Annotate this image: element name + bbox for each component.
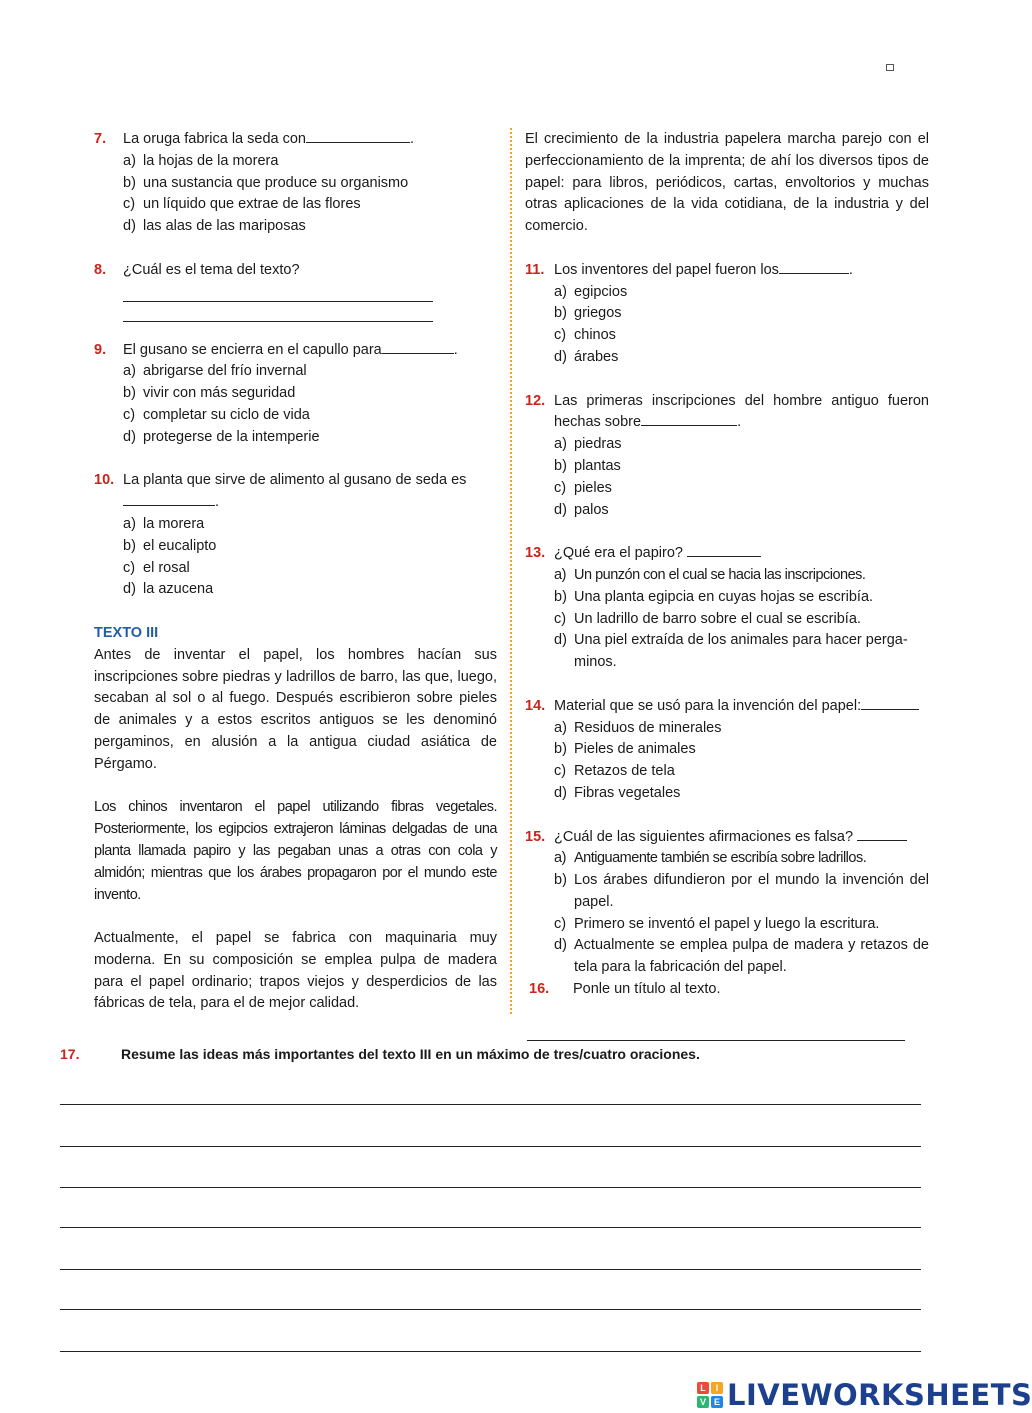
answer-line[interactable] — [123, 282, 433, 302]
question-number: 16. — [529, 981, 550, 998]
answer-blank[interactable] — [641, 412, 737, 426]
question-text: Material que se usó para la invención del papel: — [554, 697, 862, 714]
reading-paragraph: Antes de inventar el papel, los hombres hacían sus inscripciones sobre piedras y ladrillos de barro, las que, luego, secaban al sol o al fuego. Después escribieron sobre pieles de animales y a estos escritos antiguos se les denominó pergaminos, en alusión a la antigua ciudad asiática de Pérgamo. — [94, 646, 497, 772]
option-c[interactable]: c) chinos — [554, 327, 616, 344]
question-17 — [60, 1046, 940, 1062]
summary-answer-line[interactable] — [60, 1146, 921, 1147]
answer-blank[interactable] — [779, 260, 849, 274]
question-number: 17. — [60, 1046, 80, 1062]
summary-answer-line[interactable] — [60, 1104, 921, 1105]
option-d[interactable]: d) Una piel extraída de los animales para hacer perga- minos. — [554, 632, 908, 671]
answer-blank[interactable] — [687, 543, 761, 557]
logo-mark-icon: L I V E — [697, 1382, 723, 1408]
option-a[interactable]: a) Residuos de minerales — [554, 719, 722, 736]
option-a[interactable]: a) egipcios — [554, 283, 628, 300]
question-number: 7. — [94, 131, 107, 147]
summary-answer-line[interactable] — [60, 1351, 921, 1352]
question-16 — [525, 979, 929, 1001]
question-text: ¿Cuál es el tema del texto? — [123, 261, 300, 278]
answer-blank[interactable] — [857, 827, 907, 841]
option-d[interactable]: d) palos — [554, 501, 609, 518]
answer-blank[interactable] — [123, 492, 215, 506]
option-c[interactable]: c) pieles — [554, 479, 612, 496]
option-d[interactable]: d) protegerse de la intemperie — [123, 428, 320, 445]
reading-paragraph: El crecimiento de la industria papelera marcha parejo con el perfeccionamiento de la imprenta; de ahí los diversos tipos de papel: para libros, periódicos, cartas, envoltorios y muchas otras aplicaciones de la vida cotidiana, de la industria y del comercio. — [525, 131, 929, 235]
question-text: Ponle un título al texto. — [573, 981, 721, 998]
option-b[interactable]: b) una sustancia que produce su organismo — [123, 174, 409, 191]
option-a[interactable]: a) Antiguamente también se escribía sobre ladrillos. — [554, 850, 867, 867]
question-text: El gusano se encierra en el capullo para — [123, 341, 382, 358]
option-b[interactable]: b) el eucalipto — [123, 537, 217, 554]
question-13 — [525, 543, 929, 674]
question-text: ¿Cuál de las siguientes afirmaciones es falsa? — [554, 828, 854, 845]
option-b[interactable]: b) plantas — [554, 457, 621, 474]
right-column — [525, 129, 929, 1001]
question-text: La planta que sirve de alimento al gusano de seda es — [123, 472, 467, 489]
option-c[interactable]: c) Retazos de tela — [554, 763, 675, 780]
left-column — [94, 129, 497, 1015]
option-c[interactable]: c) un líquido que extrae de las flores — [123, 196, 361, 213]
question-text: Las primeras inscripciones del hombre antiguo fueron hechas sobre — [554, 392, 929, 431]
summary-answer-line[interactable] — [60, 1269, 921, 1270]
question-number: 11. — [525, 261, 545, 278]
option-b[interactable]: b) griegos — [554, 305, 622, 322]
liveworksheets-logo — [697, 1378, 1032, 1412]
question-10: 10. La planta que sirve de alimento al gusano de seda es . a) la morera b) el eucalipto c) el rosal d) la azucena — [94, 470, 497, 601]
option-c[interactable]: c) completar su ciclo de vida — [123, 406, 310, 423]
summary-answer-line[interactable] — [60, 1309, 921, 1310]
question-text: La oruga fabrica la seda con — [123, 131, 306, 147]
answer-blank[interactable] — [382, 340, 454, 354]
logo-text: LIVEWORKSHEETS — [727, 1378, 1032, 1412]
corner-checkbox-icon — [886, 64, 894, 71]
option-b[interactable]: b) Una planta egipcia en cuyas hojas se escribía. — [554, 588, 874, 605]
question-text: Resume las ideas más importantes del texto III en un máximo de tres/cuatro oraciones. — [121, 1046, 700, 1062]
question-7: 7. La oruga fabrica la seda con . a) la hojas de la morera b) una sustancia que produce su organismo c) un líquido que extrae de las flores d) las alas de las mariposas — [94, 129, 497, 238]
option-d[interactable]: d) árabes — [554, 348, 619, 365]
option-b[interactable]: b) Pieles de animales — [554, 741, 696, 758]
answer-blank[interactable] — [306, 129, 410, 143]
option-a[interactable]: a) la morera — [123, 515, 205, 532]
option-a[interactable]: a) abrigarse del frío invernal — [123, 363, 307, 380]
option-a[interactable]: a) la hojas de la morera — [123, 152, 279, 169]
option-c[interactable]: c) el rosal — [123, 559, 190, 576]
question-12: 12. Las primeras inscripciones del hombre antiguo fueron hechas sobre . a) piedras b) plantas c) pieles d) palos — [525, 391, 929, 522]
question-8 — [94, 260, 497, 322]
answer-line[interactable] — [123, 302, 433, 322]
option-b[interactable]: b) vivir con más seguridad — [123, 385, 296, 402]
option-d[interactable]: d) Actualmente se emplea pulpa de madera y retazos de tela para la fabricación del papel. — [554, 937, 929, 976]
question-number: 12. — [525, 392, 546, 409]
question-number: 15. — [525, 828, 546, 845]
option-d[interactable]: d) las alas de las mariposas — [123, 218, 306, 235]
question-number: 13. — [525, 545, 546, 562]
question-number: 14. — [525, 697, 546, 714]
answer-blank[interactable] — [861, 696, 919, 710]
reading-paragraph: Los chinos inventaron el papel utilizando fibras vegetales. Posteriormente, los egipcios extrajeron láminas delgadas de una planta llamada papiro y las pegaban unas a otras con cola y almidón; mientras que los árabes propagaron por el mundo este invento. — [94, 799, 497, 903]
question-text: ¿Qué era el papiro? — [554, 545, 683, 562]
option-a[interactable]: a) Un punzón con el cual se hacia las inscripciones. — [554, 566, 866, 583]
option-d[interactable]: d) Fibras vegetales — [554, 784, 681, 801]
option-a[interactable]: a) piedras — [554, 436, 622, 453]
column-divider — [510, 128, 512, 1016]
option-c[interactable]: c) Un ladrillo de barro sobre el cual se escribía. — [554, 610, 861, 627]
question-number: 10. — [94, 472, 115, 489]
question-number: 9. — [94, 341, 107, 358]
question-14 — [525, 696, 929, 805]
question-text: Los inventores del papel fueron los — [554, 261, 779, 278]
summary-answer-line[interactable] — [60, 1227, 921, 1228]
question-number: 8. — [94, 261, 107, 278]
option-c[interactable]: c) Primero se inventó el papel y luego la escritura. — [554, 915, 880, 932]
title-answer-line[interactable] — [527, 1040, 905, 1041]
section-title: TEXTO III — [94, 624, 159, 641]
option-d[interactable]: d) la azucena — [123, 581, 214, 598]
question-15 — [525, 827, 929, 980]
reading-paragraph: Actualmente, el papel se fabrica con maquinaria muy moderna. En su composición se emplea pulpa de madera para el papel ordinario; trapos viejos y desperdicios de las fábricas de tela, para el de mejor calidad. — [94, 930, 497, 1012]
option-b[interactable]: b) Los árabes difundieron por el mundo la invención del papel. — [554, 872, 929, 910]
question-11: 11. Los inventores del papel fueron los . a) egipcios b) griegos c) chinos d) árabes — [525, 260, 929, 369]
summary-answer-line[interactable] — [60, 1187, 921, 1188]
question-9: 9. El gusano se encierra en el capullo para . a) abrigarse del frío invernal b) vivir con más seguridad c) completar su ciclo de vida d) protegerse de la intemperie — [94, 340, 497, 449]
